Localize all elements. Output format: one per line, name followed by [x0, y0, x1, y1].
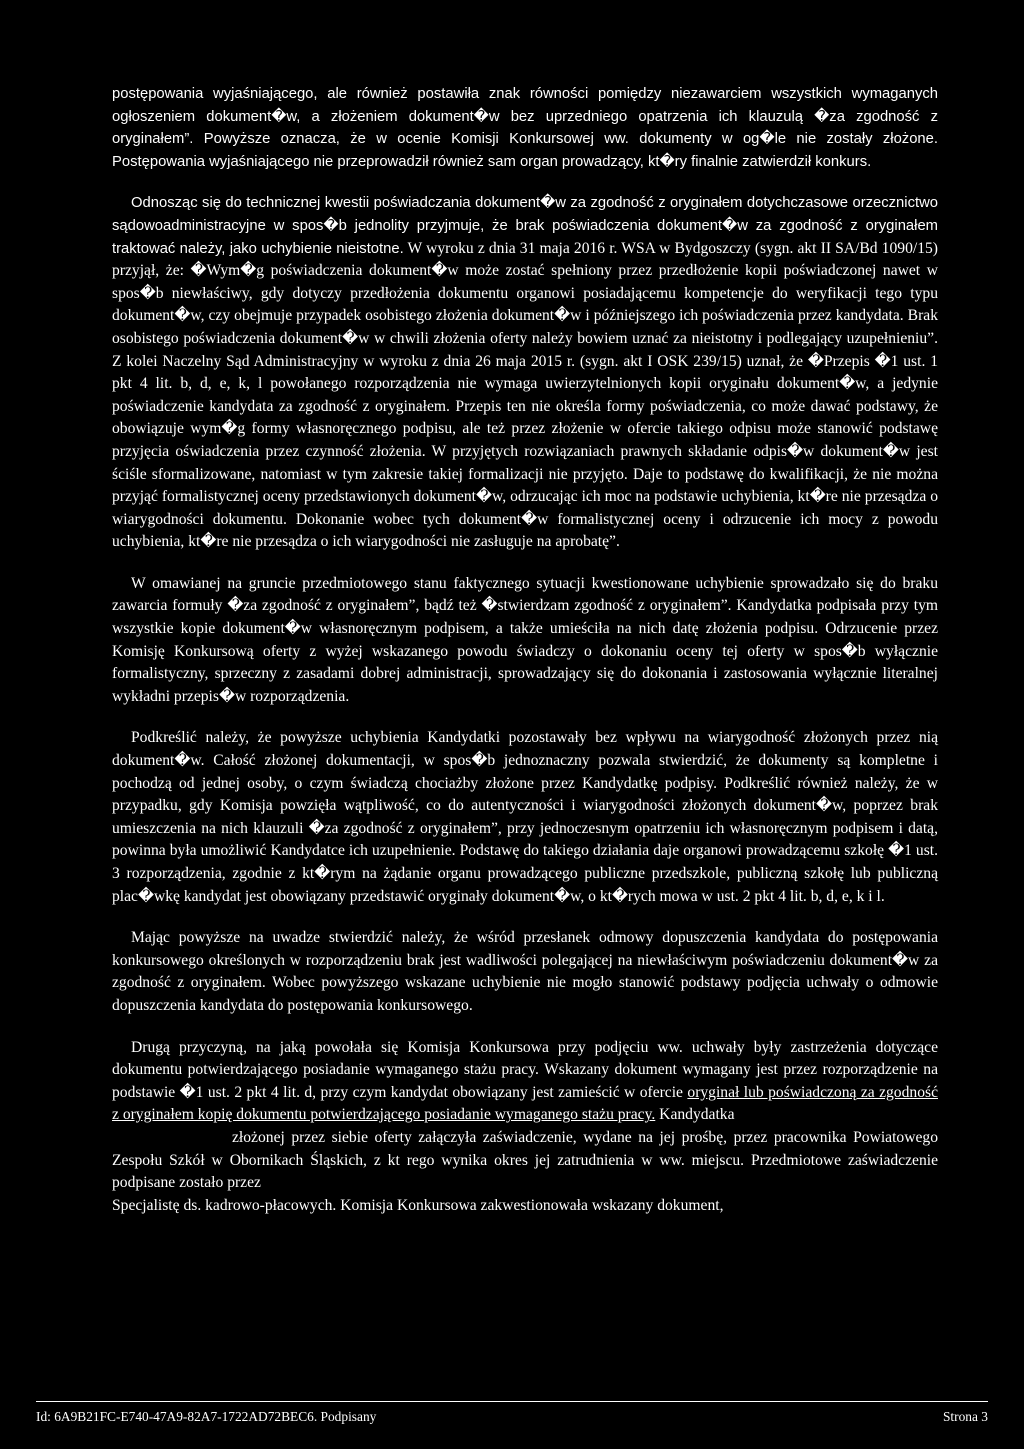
paragraph-3: W omawianej na gruncie przedmiotowego stanu faktycznego sytuacji kwestionowane uchybienie sprowadzało się do braku zawarcia formuły �za zgodność z oryginałem”, bądź też �stwierdzam zgodność z oryginałem”. Kandydatka podpisała przy tym wszystkie kopie dokument�w własnoręcznym podpisem, a także umieściła na nich datę złożenia podpisu. Odrzucenie przez Komisję Konkursową oferty z wyżej wskazanego powodu świadczy o dokonaniu oceny tej oferty w spos�b wyłącznie formalistyczny, sprzeczny z zasadami dobrej administracji, sprowadzający się do dokonania i zastosowania wyłącznie literalnej wykładni przepis�w rozporządzenia.: [112, 574, 938, 705]
paragraph-5: Mając powyższe na uwadze stwierdzić należy, że wśród przesłanek odmowy dopuszczenia kandydata do postępowania konkursowego określonych w rozporządzeniu brak jest wadliwości polegającej na niewłaściwym poświadczeniu dokument�w za zgodność z oryginałem. Wobec powyższego wskazane uchybienie nie mogło stanowić podstawy podjęcia uchwały o odmowie dopuszczenia kandydata do postępowania konkursowego.: [112, 929, 938, 1014]
paragraph-1: postępowania wyjaśniającego, ale również postawiła znak równości pomiędzy niezawarciem wszystkich wymaganych ogłoszeniem dokument�w, a złożeniem dokument�w bez uprzedniego opatrzenia ich klauzulą �za zgodność z oryginałem”. Powyższe oznacza, że w ocenie Komisji Konkursowej ww. dokumenty w og�le nie zostały złożone. Postępowania wyjaśniającego nie przeprowadził również sam organ prowadzący, kt�ry finalnie zatwierdził konkurs.: [112, 86, 938, 170]
page-number: Strona 3: [942, 1409, 988, 1424]
paragraph-6-kandydatka: Kandydatka: [655, 1106, 735, 1124]
document-body: [112, 83, 938, 1236]
paragraph-2-quote: W wyroku z dnia 31 maja 2016 r. WSA w Bydgoszczy (sygn. akt II SA/Bd 1090/15) przyjął, że: �Wym�g poświadczenia dokument�w może zostać spełniony przez przedłożenie kopii poświadczonej nawet w spos�b niewłaściwy, gdy dotyczy przedłożenia dokumentu organowi posiadającemu kompetencje do weryfikacji tego typu dokument�w, czy obejmuje przypadek osobistego złożenia dokument�w i późniejszego ich poświadczenia przez kandydata. Brak osobistego poświadczenia dokument�w w chwili złożenia oferty należy bowiem uznać za nieistotny i podlegający uzupełnieniu”. Z kolei Naczelny Sąd Administracyjny w wyroku z dnia 26 maja 2015 r. (sygn. akt I OSK 239/15) uznał, że �Przepis �1 ust. 1 pkt 4 lit. b, d, e, k, l powołanego rozporządzenia nie wymaga uwierzytelnionych kopii oryginału dokument�w, a jedynie poświadczenie kandydata za zgodność z oryginałem. Przepis ten nie określa formy poświadczenia, co może dawać podstawy, że obowiązuje wym�g formy własnoręcznego podpisu, ale też przez złożenie w ofercie takiego odpisu może stanowić podstawę przyjęcia oświadczenia przez czynność złożenia. W przyjętych rozwiązaniach prawnych składanie odpis�w dokument�w jest ściśle sformalizowane, natomiast w tym zakresie takiej formalizacji nie przyjęto. Daje to podstawę do kwalifikacji, że nie można przyjąć formalistycznej oceny przedstawionych dokument�w, odrzucając ich moc na podstawie uchybienia, kt�re nie przesądza o wiarygodności dokumentu. Dokonanie wobec tych dokument�w formalistycznej oceny i odrzucenie ich mocy z powodu uchybienia, kt�re nie przesądza o ich wiarygodności nie zasługuje na aprobatę”.: [112, 239, 938, 551]
paragraph-2-intro: Odnosząc się do technicznej kwestii poświadczania dokument�w za zgodność z oryginałem dotychczasowe orzecznictwo sądowoadministracyjne w spos�b jednolity przyjmuje, że brak poświadczenia dokument�w za zgodność z oryginałem traktować należy, jako uchybienie nieistotne.: [112, 195, 938, 257]
paragraph-4: Podkreślić należy, że powyższe uchybienia Kandydatki pozostawały bez wpływu na wiarygodność złożonych przez nią dokument�w. Całość złożonej dokumentacji, w spos�b jednoznaczny pozwala stwierdzić, że dokumenty są kompletne i pochodzą od jednej osoby, o czym świadczą chociażby złożone przez Kandydatkę podpisy. Podkreślić również należy, że w przypadku, gdy Komisja powzięła wątpliwość, co do autentyczności i wiarygodności złożonych dokument�w, poprzez brak umieszczenia na nich klauzuli �za zgodność z oryginałem”, przy jednoczesnym opatrzeniu ich własnoręcznym podpisem i datą, powinna była umożliwić Kandydatce ich uzupełnienie. Podstawę do takiego działania daje organowi prowadzącemu szkołę �1 ust. 3 rozporządzenia, zgodnie z kt�rym na żądanie organu prowadzącego publiczne przedszkole, publiczną szkołę lub publiczną plac�wkę kandydat jest obowiązany przedstawić oryginały dokument�w, o kt�rych mowa w ust. 2 pkt 4 lit. b, d, e, k i l.: [112, 729, 938, 905]
paragraph-6-continued: złożonej przez siebie oferty załączyła zaświadczenie, wydane na jej prośbę, przez pracownika Powiatowego Zespołu Szkół w Obornikach Śląskich, z kt rego wynika okres jej zatrudnienia w ww. miejscu. Przedmiotowe zaświadczenie podpisane zostało przez: [112, 1128, 938, 1192]
paragraph-6-end: Specjalistę ds. kadrowo-płacowych. Komisja Konkursowa zakwestionowała wskazany dokument,: [112, 1196, 724, 1214]
footer-divider: [36, 1401, 988, 1402]
document-id: Id: 6A9B21FC-E740-47A9-82A7-1722AD72BEC6. Podpisany: [36, 1409, 377, 1424]
paragraph-6-underlined: oryginał lub poświadczoną za zgodność z oryginałem kopię dokumentu potwierdzającego posiadanie wymaganego stażu pracy.: [112, 1083, 938, 1124]
paragraph-6-text: Drugą przyczyną, na jaką powołała się Komisja Konkursowa przy podjęciu ww. uchwały były zastrzeżenia dotyczące dokumentu potwierdzającego posiadanie wymaganego stażu pracy. Wskazany dokument wymagany jest przez rozporządzenie na podstawie �1 ust. 2 pkt 4 lit. d, przy czym kandydat obowiązany jest zamieścić w ofercie: [112, 1038, 938, 1101]
paragraph-6: [112, 1037, 938, 1218]
paragraph-2: [112, 192, 938, 554]
